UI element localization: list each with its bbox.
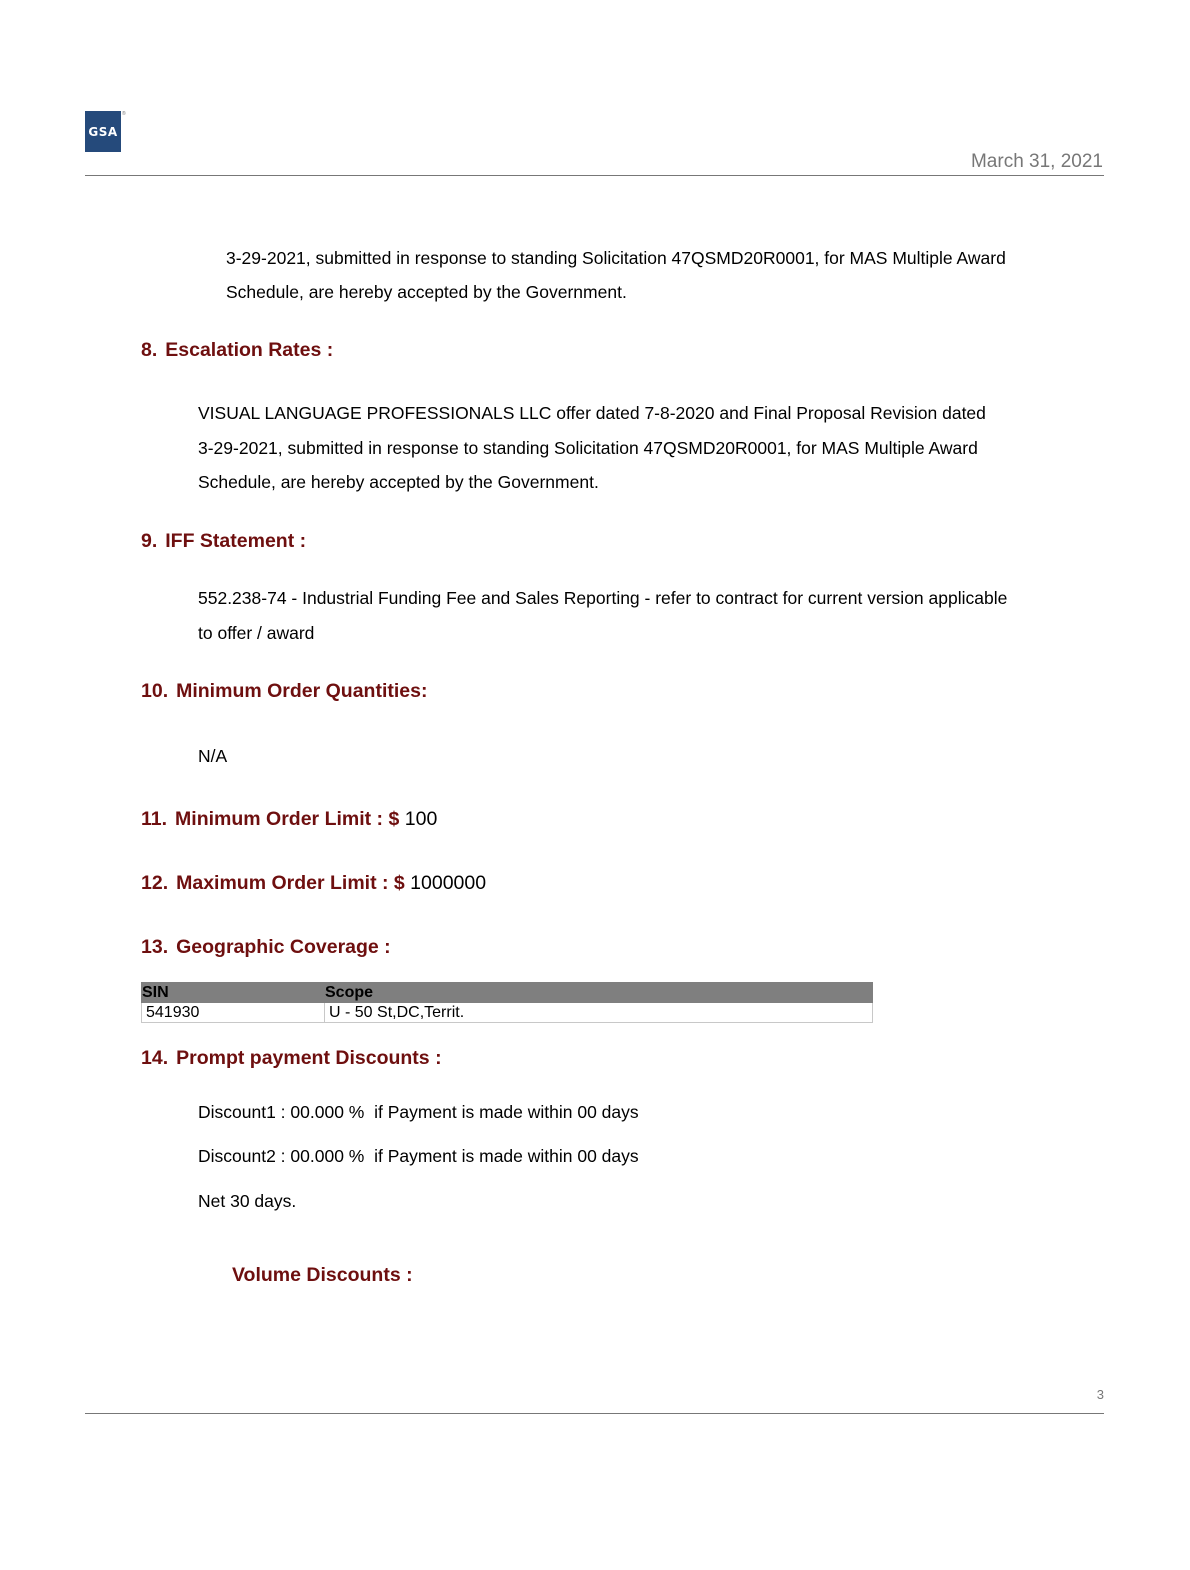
gsa-logo [85, 111, 121, 152]
intro-line-1: 3-29-2021, submitted in response to standing Solicitation 47QSMD20R0001, for MAS Multiple Award [226, 248, 1006, 268]
table-header-row [142, 983, 873, 1003]
discount-line-1: Discount1 : 00.000 % if Payment is made within 00 days [198, 1102, 639, 1122]
section-number: 11. [141, 808, 168, 830]
footer-divider [85, 1413, 1104, 1414]
discount-line-2: Discount2 : 00.000 % if Payment is made within 00 days [198, 1146, 639, 1166]
escalation-line-3: Schedule, are hereby accepted by the Government. [198, 472, 599, 492]
section-heading-escalation-rates [141, 339, 333, 362]
section-title: Maximum Order Limit : $ [176, 872, 405, 894]
net-terms-line: Net 30 days. [198, 1191, 297, 1211]
iff-line-1: 552.238-74 - Industrial Funding Fee and Sales Reporting - refer to contract for current version applicable [198, 588, 1008, 608]
gsa-logo-text: GSA [88, 124, 118, 139]
section-heading-minimum-order-quantities [141, 680, 427, 703]
section-title: Minimum Order Quantities: [176, 680, 428, 702]
escalation-line-2: 3-29-2021, submitted in response to standing Solicitation 47QSMD20R0001, for MAS Multiple Award [198, 438, 978, 458]
section-heading-geographic-coverage [141, 936, 391, 959]
cell-sin: 541930 [142, 1003, 325, 1023]
section-title: Minimum Order Limit : $ [175, 808, 400, 830]
geographic-coverage-table [141, 982, 873, 1023]
section-title: IFF Statement : [165, 530, 307, 552]
section-heading-minimum-order-limit [141, 808, 437, 831]
intro-line-2: Schedule, are hereby accepted by the Government. [226, 282, 627, 302]
page-number: 3 [1096, 1387, 1104, 1402]
section-number: 8. [141, 339, 158, 361]
section-number: 13. [141, 936, 169, 958]
maximum-order-limit-value: 1000000 [410, 872, 487, 894]
section-number: 12. [141, 872, 169, 894]
iff-line-2: to offer / award [198, 623, 315, 643]
minimum-order-limit-value: 100 [404, 808, 438, 830]
minimum-order-quantities-value: N/A [198, 746, 228, 766]
section-title: Geographic Coverage : [176, 936, 391, 958]
registered-mark: ® [122, 111, 126, 117]
section-heading-iff-statement [141, 530, 306, 553]
section-number: 10. [141, 680, 169, 702]
column-header-scope: Scope [325, 983, 873, 1003]
table-row [142, 1003, 873, 1023]
section-title: Prompt payment Discounts : [176, 1047, 442, 1069]
section-title: Escalation Rates : [165, 339, 334, 361]
document-date: March 31, 2021 [970, 151, 1103, 172]
section-number: 9. [141, 530, 158, 552]
section-number: 14. [141, 1047, 169, 1069]
header-divider [85, 175, 1104, 176]
column-header-sin: SIN [142, 983, 325, 1003]
section-heading-prompt-payment-discounts [141, 1047, 442, 1070]
escalation-line-1: VISUAL LANGUAGE PROFESSIONALS LLC offer dated 7-8-2020 and Final Proposal Revision dated [198, 403, 986, 423]
section-heading-volume-discounts: Volume Discounts : [232, 1264, 413, 1286]
cell-scope: U - 50 St,DC,Territ. [325, 1003, 873, 1023]
section-heading-maximum-order-limit [141, 872, 486, 895]
